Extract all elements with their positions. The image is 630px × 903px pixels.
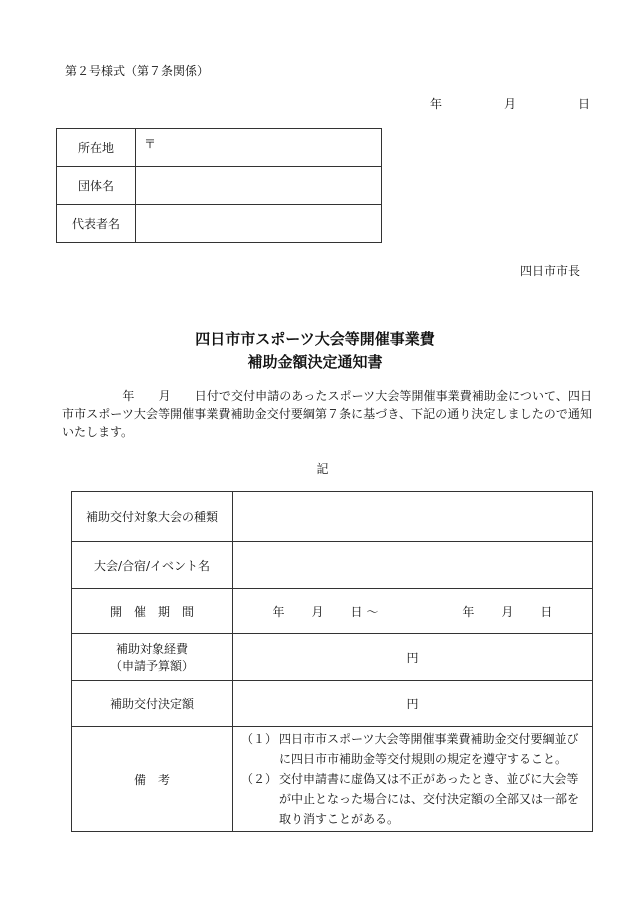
expense-yen: 円	[406, 650, 419, 665]
period-field[interactable]	[233, 589, 593, 634]
period-label: 開 催 期 間	[72, 589, 233, 634]
expense-label-line-1: 補助対象経費	[115, 642, 188, 656]
title-line-1: 四日市市スポーツ大会等開催事業費	[195, 330, 435, 348]
period-from-year: 年	[272, 604, 285, 619]
decided-yen: 円	[406, 697, 419, 711]
address-label: 所在地	[57, 129, 136, 167]
period-from-day: 日 〜	[350, 604, 379, 619]
expense-label-line-2: （申請予算額）	[109, 659, 194, 673]
decision-table	[71, 491, 593, 832]
remarks-content	[233, 727, 593, 832]
title-line-2: 補助金額決定通知書	[247, 353, 383, 371]
period-to-year: 年	[462, 604, 475, 619]
period-to-day: 日	[540, 604, 553, 619]
event-name-field[interactable]	[233, 542, 593, 589]
event-type-field[interactable]	[233, 492, 593, 542]
date-year: 年	[430, 97, 443, 111]
postal-mark: 〒	[144, 137, 157, 151]
date-month: 月	[503, 97, 516, 111]
applicant-table	[56, 128, 382, 243]
event-name-label: 大会/合宿/イベント名	[72, 542, 233, 589]
remark-2	[241, 769, 584, 829]
remark-2-number: （２）	[241, 772, 278, 786]
expense-field[interactable]	[233, 634, 593, 681]
issuer: 四日市市長	[519, 264, 580, 278]
ki-heading: 記	[316, 462, 329, 476]
remark-1	[241, 729, 584, 769]
remark-2-text: 交付申請書に虚偽又は不正があったとき、並びに大会等が中止となった場合には、交付決定額の全部又は一部を取り消すことがある。	[279, 772, 580, 826]
remark-1-number: （１）	[241, 732, 278, 746]
period-from-month: 月	[311, 604, 324, 619]
representative-label: 代表者名	[57, 205, 136, 243]
decided-amount-label: 補助交付決定額	[72, 681, 233, 727]
remarks-label: 備 考	[72, 727, 233, 832]
form-number: 第２号様式（第７条関係）	[65, 64, 210, 78]
group-name-label: 団体名	[57, 167, 136, 205]
notice-body: 年 月 日付で交付申請のあったスポーツ大会等開催事業費補助金について、四日市市スポーツ大会等開催事業費補助金交付要綱第７条に基づき、下記の通り決定しましたので通知いたします。	[62, 389, 592, 439]
expense-label	[72, 634, 233, 681]
event-type-label: 補助交付対象大会の種類	[72, 492, 233, 542]
group-name-field[interactable]	[136, 167, 382, 205]
address-field[interactable]	[136, 129, 382, 167]
period-to-month: 月	[501, 604, 514, 619]
date-day: 日	[577, 97, 590, 111]
remark-1-text: 四日市市スポーツ大会等開催事業費補助金交付要綱並びに四日市市補助金等交付規則の規定を遵守すること。	[279, 732, 579, 766]
decided-amount-field[interactable]	[233, 681, 593, 727]
representative-field[interactable]	[136, 205, 382, 243]
issue-date	[430, 95, 590, 112]
